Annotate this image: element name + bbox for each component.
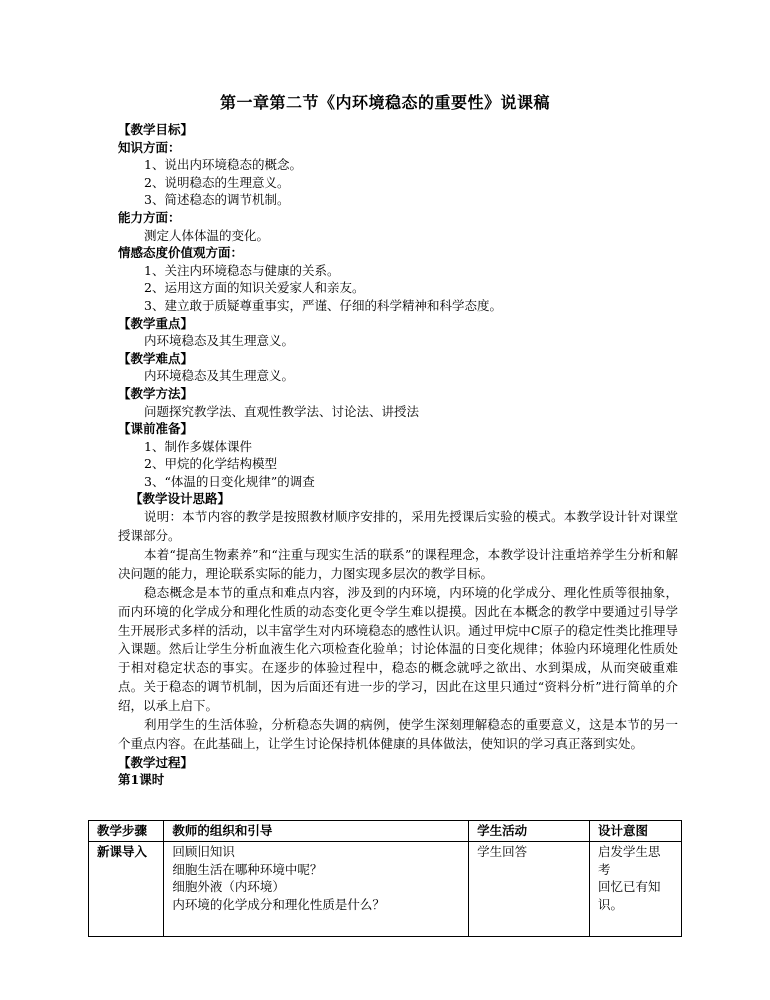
list-item: 2、运用这方面的知识关爱家人和亲友。 — [144, 280, 365, 296]
list-item: 3、建立敢于质疑尊重事实，严谨、仔细的科学精神和科学态度。 — [144, 297, 502, 313]
list-item: 1、说出内环境稳态的概念。 — [144, 157, 302, 173]
list-item: 2、说明稳态的生理意义。 — [144, 174, 290, 190]
section-heading-preparation: 【课前准备】 — [118, 421, 194, 437]
intent-line: 启发学生思考 — [598, 844, 661, 877]
section-heading-design: 【教学设计思路】 — [130, 491, 231, 507]
table-header-cell: 设计意图 — [590, 821, 682, 842]
methods-text: 问题探究教学法、直观性教学法、讨论法、讲授法 — [144, 403, 420, 419]
list-item: 1、关注内环境稳态与健康的关系。 — [144, 262, 340, 278]
list-item: 3、“体温的日变化规律”的调查 — [144, 473, 315, 489]
list-item: 3、简述稳态的调节机制。 — [144, 192, 290, 208]
key-point-text: 内环境稳态及其生理意义。 — [144, 333, 295, 349]
teacher-line: 细胞外液（内环境） — [172, 879, 285, 894]
teaching-process-table — [88, 820, 682, 937]
lesson-label: 第1课时 — [118, 772, 165, 788]
teacher-line: 内环境的化学成分和理化性质是什么？ — [172, 896, 385, 912]
design-paragraph: 说明：本节内容的教学是按照教材顺序安排的，采用先授课后实验的模式。本教学设计针对课堂授课部分。 — [118, 509, 678, 543]
teacher-line: 细胞生活在哪种环境中呢？ — [172, 861, 323, 877]
design-paragraph: 本着“提高生物素养”和“注重与现实生活的联系”的课程理念，本教学设计注重培养学生分析和解决问题的能力，理论联系实际的能力，力图实现多层次的教学目标。 — [118, 546, 678, 581]
intent-line: 回忆已有知 — [598, 879, 661, 894]
section-heading-methods: 【教学方法】 — [118, 385, 194, 401]
section-heading-difficulty: 【教学难点】 — [118, 350, 194, 366]
table-cell-teacher — [164, 842, 469, 937]
table-header-row — [89, 821, 682, 842]
section-heading-process: 【教学过程】 — [118, 754, 194, 770]
table-header-cell: 教学步骤 — [89, 821, 164, 842]
section-heading-objectives: 【教学目标】 — [118, 122, 194, 137]
table-cell-step: 新课导入 — [89, 842, 164, 937]
subheading-emotion: 情感态度价值观方面： — [118, 245, 244, 261]
list-item: 测定人体体温的变化。 — [144, 227, 270, 243]
document-body — [118, 121, 678, 789]
design-paragraph: 稳态概念是本节的重点和难点内容，涉及到的内环境，内环境的化学成分、理化性质等很抽象，而内环境的化学成分和理化性质的动态变化更令学生难以提摸。因此在本概念的教学中要通过引导学生开展形式多样的活动，以丰富学生对内环境稳态的感性认识。通过甲烷中C原子的稳定性类比推理导入课题。然后让学生分析血液生化六项检查化验单；讨论体温的日变化规律；体验内环境理化性质处于相对稳定状态的事实。在逐步的体验过程中，稳态的概念就呼之欲出、水到渠成，从而突破重难点。关于稳态的调节机制，因为后面还有进一步的学习，因此在这里只通过“资料分析”进行简单的介绍，以承上启下。 — [118, 584, 678, 714]
table-cell-intent — [590, 842, 682, 937]
design-paragraph: 利用学生的生活体验，分析稳态失调的病例，使学生深刻理解稳态的重要意义，这是本节的另一个重点内容。在此基础上，让学生讨论保持机体健康的具体做法，使知识的学习真正落到实处。 — [118, 717, 678, 751]
difficulty-text: 内环境稳态及其生理意义。 — [144, 368, 295, 384]
list-item: 2、甲烷的化学结构模型 — [144, 456, 277, 472]
table-cell-student: 学生回答 — [469, 842, 590, 937]
intent-line: 识。 — [598, 896, 624, 912]
section-heading-key-point: 【教学重点】 — [118, 315, 194, 331]
table-header-cell: 教师的组织和引导 — [164, 821, 469, 842]
subheading-knowledge: 知识方面： — [118, 139, 181, 155]
subheading-ability: 能力方面： — [118, 209, 181, 225]
list-item: 1、制作多媒体课件 — [144, 438, 252, 454]
document-title: 第一章第二节《内环境稳态的重要性》说课稿 — [219, 93, 550, 112]
table-header-cell: 学生活动 — [469, 821, 590, 842]
table-row — [89, 842, 682, 937]
teacher-line: 回顾旧知识 — [172, 844, 235, 859]
